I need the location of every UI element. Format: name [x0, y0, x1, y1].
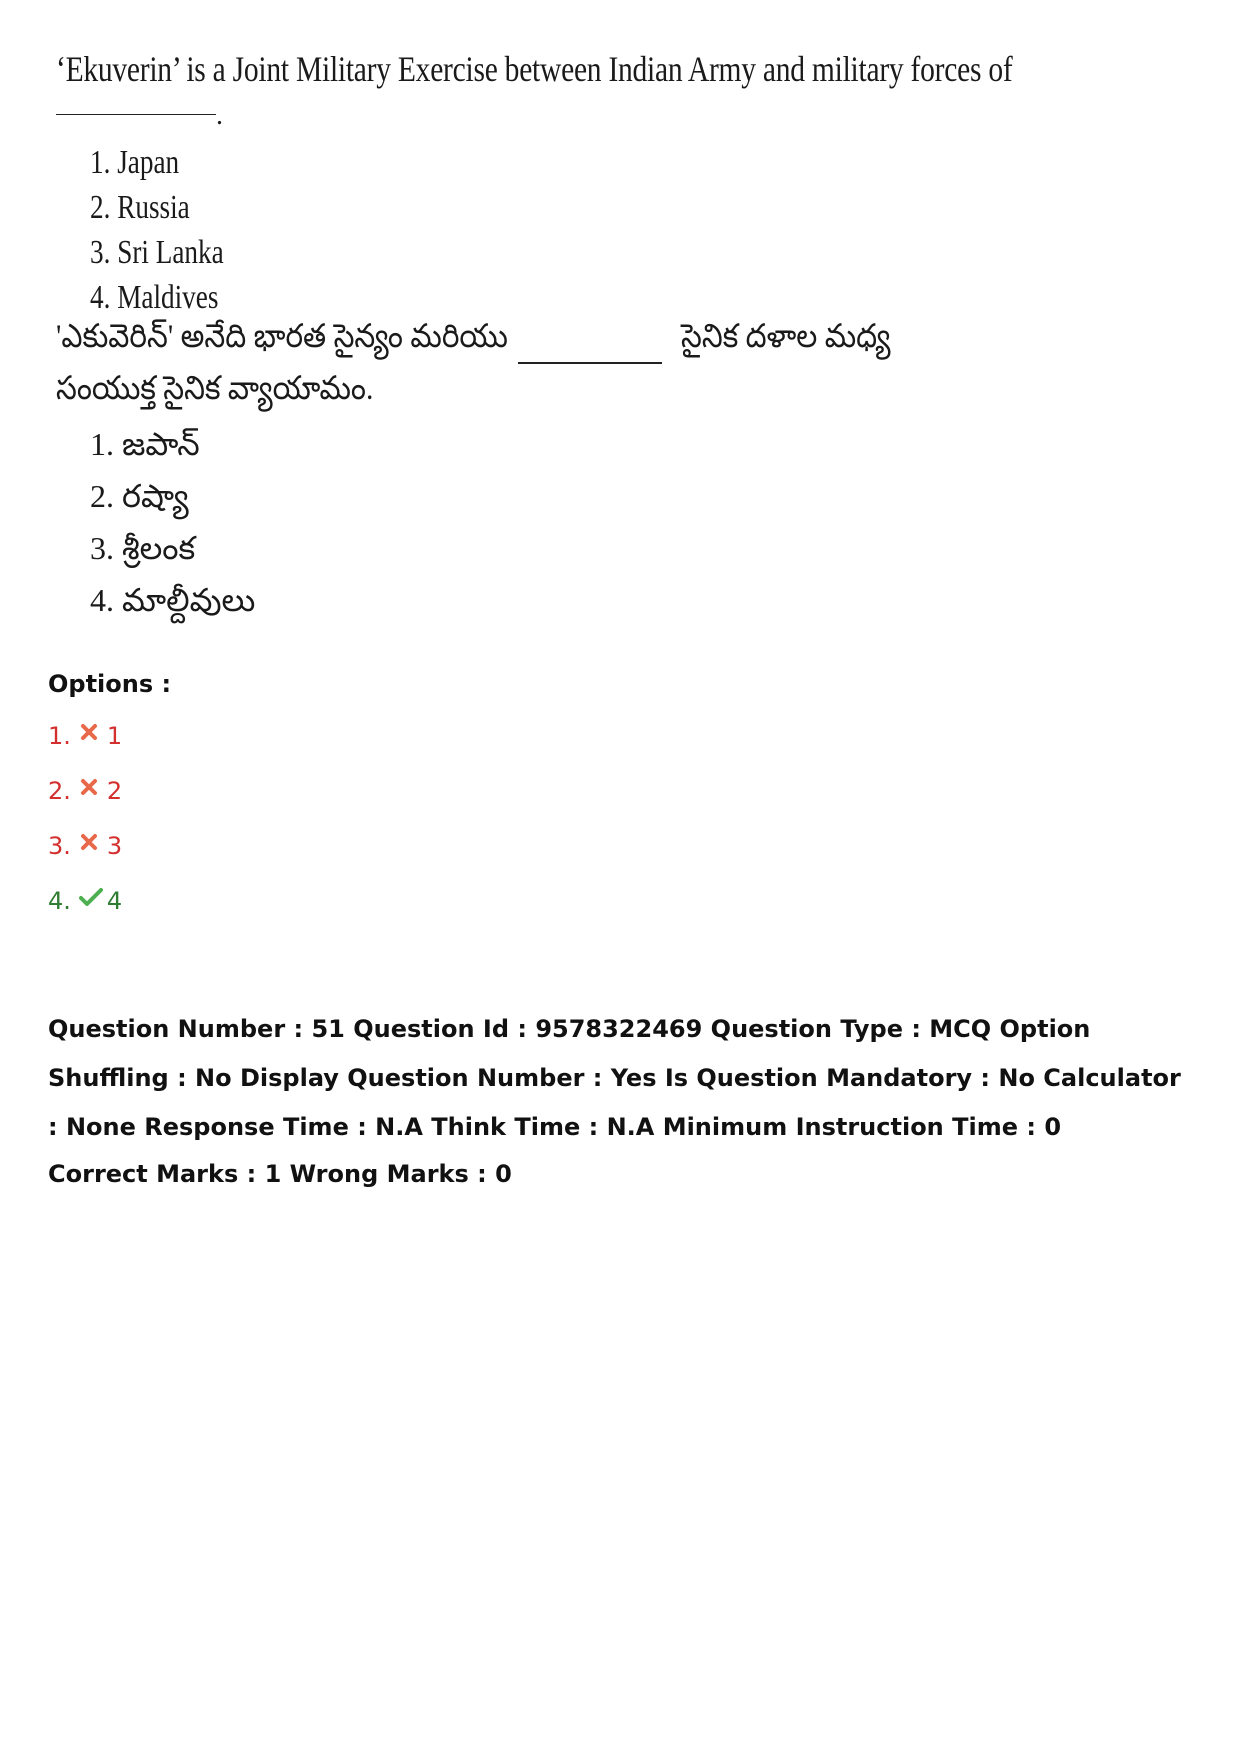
option-row-4: [48, 887, 122, 915]
answer-blank: [56, 114, 216, 115]
option-number: 3.: [48, 832, 71, 860]
telugu-option: 4. మాల్దీవులు: [90, 582, 256, 618]
options-heading: Options :: [48, 670, 172, 698]
english-option: 3. Sri Lanka: [90, 234, 224, 271]
english-options-list: [90, 140, 257, 320]
cross-icon: [79, 775, 99, 795]
question-image: [56, 40, 1013, 640]
option-number: 1.: [48, 722, 71, 750]
question-metadata: Question Number : 51 Question Id : 9578322469 Question Type : MCQ Option Shuffling : No Display Question Number : Yes Is Question Mandatory : No Calculator : None Response Time : N.A Think Time : N.A Minimum Instruction Time : 0: [48, 1015, 1181, 1141]
english-option: 2. Russia: [90, 189, 190, 226]
question-text-telugu-part2: సైనిక దళాల మధ్య: [681, 319, 891, 355]
telugu-option: 3. శ్రీలంక: [90, 530, 196, 566]
check-icon: [79, 885, 99, 905]
question-text-telugu-part1: 'ఎకువెరిన్' అనేది భారత సైన్యం మరియు: [56, 319, 508, 355]
blank-period: .: [216, 100, 223, 131]
question-text-english: ‘Ekuverin’ is a Joint Military Exercise between Indian Army and military forces of: [56, 49, 1013, 89]
marks-info: Correct Marks : 1 Wrong Marks : 0: [48, 1160, 512, 1188]
option-number: 2.: [48, 777, 71, 805]
option-number: 4.: [48, 887, 71, 915]
telugu-options-list: [90, 418, 255, 626]
cross-icon: [79, 830, 99, 850]
option-row-2: [48, 777, 122, 805]
option-label: 4: [106, 887, 123, 915]
telugu-answer-blank: [518, 362, 662, 364]
english-option: 1. Japan: [90, 144, 180, 181]
option-label: 3: [106, 832, 123, 860]
option-row-3: [48, 832, 122, 860]
telugu-option: 1. జపాన్: [90, 426, 200, 462]
option-label: 2: [106, 777, 123, 805]
english-option: 4. Maldives: [90, 279, 219, 316]
cross-icon: [79, 720, 99, 740]
option-label: 1: [106, 722, 123, 750]
question-text-telugu-line2: సంయుక్త సైనిక వ్యాయామం.: [56, 371, 374, 407]
option-row-1: [48, 722, 122, 750]
telugu-option: 2. రష్యా: [90, 478, 189, 514]
